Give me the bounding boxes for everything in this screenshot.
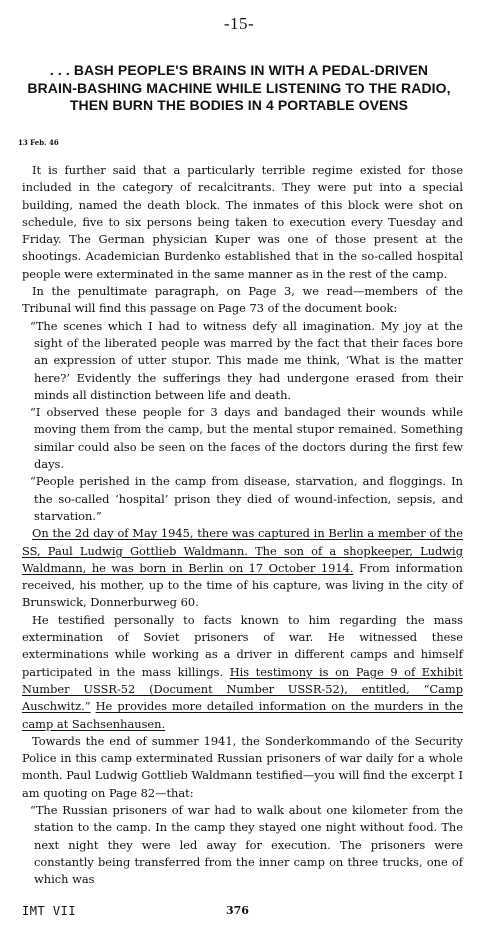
quoted-paragraph [22, 318, 463, 404]
paragraph [22, 283, 463, 318]
paragraph-text: He testified personally to facts known to him regarding the mass extermination of Soviet prisoners of war. He witnessed these exterminations while working as a driver in different camps and himself participated in the mass killings. [22, 612, 463, 679]
quoted-paragraph [22, 473, 463, 525]
paragraph-text: From information received, his mother, up to the time of his capture, was living in the city of Brunswick, Donnerburweg 60. [22, 560, 463, 610]
underlined-text: On the 2d day of May 1945, there was captured in Berlin a member of the SS, Paul Ludwig Gottlieb Waldmann. The son of a shopkeeper, Ludwig Waldmann, he was born in Berlin on 17 October 1914. [22, 526, 463, 575]
footer-volume: IMT VII [22, 904, 77, 918]
paragraph-text: “The Russian prisoners of war had to walk about one kilometer from the station to the camp. In the camp they stayed one night without food. The next night they were led away for execution. The prisoners were constantly being transferred from the inner camp on three trucks, one of which was [30, 802, 463, 887]
page-number: -15- [223, 14, 255, 33]
paragraph [22, 525, 463, 611]
paragraph [22, 162, 463, 283]
dateline: 13 Feb. 46 [18, 138, 59, 147]
quoted-paragraph [22, 802, 463, 888]
headline: . . . BASH PEOPLE'S BRAINS IN WITH A PEDAL-DRIVEN BRAIN-BASHING MACHINE WHILE LISTENING TO THE RADIO, THEN BURN THE BODIES IN 4 PORTABLE OVENS [27, 62, 451, 113]
paragraph-text: “People perished in the camp from disease, starvation, and floggings. In the so-called ‘hospital’ prison they died of wound-infection, sepsis, and starvation.” [30, 474, 463, 523]
underlined-text: He provides more detailed information on the murders in the camp at Sachsenhausen. [22, 699, 463, 731]
paragraph [22, 733, 463, 802]
paragraph-text: In the penultimate paragraph, on Page 3, we read—members of the Tribunal will find this passage on Page 73 of the document book: [22, 284, 463, 316]
quoted-paragraph [22, 404, 463, 473]
body-text [22, 162, 463, 888]
footer-page-number: 376 [226, 904, 249, 917]
paragraph-text: “I observed these people for 3 days and bandaged their wounds while moving them from the camp, but the mental stupor remained. Something similar could also be seen on the faces of the doctors during the first few days. [30, 405, 463, 472]
paragraph [22, 612, 463, 733]
underlined-text: His testimony is on Page 9 of Exhibit Number USSR-52 (Document Number USSR-52), entitled, “Camp Auschwitz.” [22, 664, 463, 714]
paragraph-text: “The scenes which I had to witness defy all imagination. My joy at the sight of the liberated people was marred by the fact that their faces bore an expression of utter stupor. This made me think, ‘What is the matter here?’ Evidently the sufferings they had undergone erased from their minds all distinction between life and death. [30, 318, 463, 402]
paragraph-text: It is further said that a particularly terrible regime existed for those included in the category of recalcitrants. They were put into a special building, named the death block. The inmates of this block were shot on schedule, five to six persons being taken to execution every Tuesday and Friday. The German physician Kuper was one of those present at the shootings. Academician Burdenko established that in the so-called hospital people were exterminated in the same manner as in the rest of the camp. [22, 163, 463, 281]
paragraph-text: Towards the end of summer 1941, the Sonderkommando of the Security Police in this camp exterminated Russian prisoners of war daily for a whole month. Paul Ludwig Gottlieb Waldmann testified—you will find the excerpt I am quoting on Page 82—that: [22, 733, 463, 800]
